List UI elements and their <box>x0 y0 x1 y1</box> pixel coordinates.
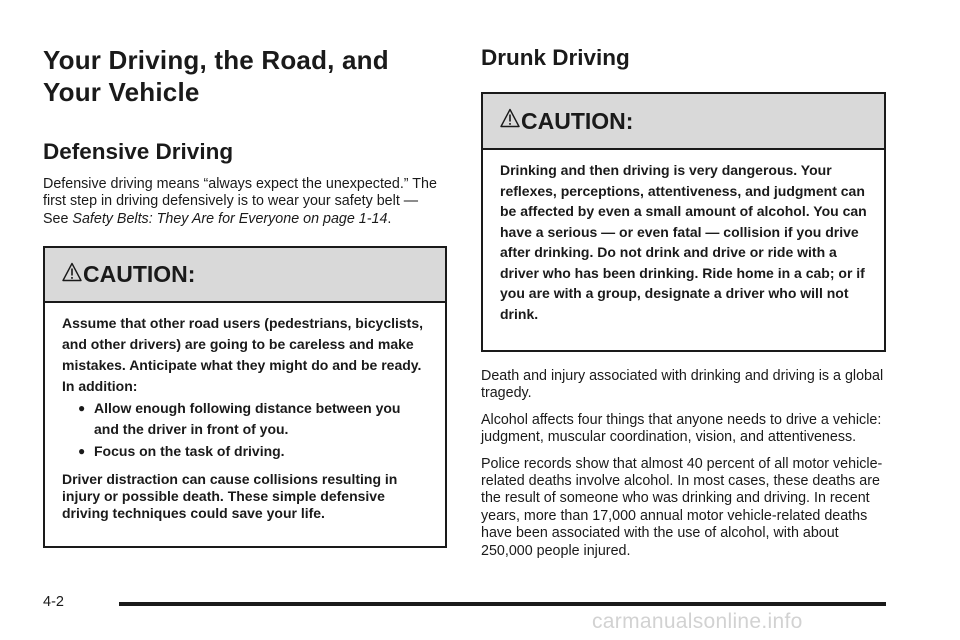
intro-text: Defensive driving means “always expect the unexpected.” The first step in driving defensively is to wear your safety belt — See <box>43 176 437 227</box>
body-paragraph: Alcohol affects four things that anyone needs to drive a vehicle: judgment, muscular coordination, vision, and attentiveness. <box>481 411 882 446</box>
caution-header <box>483 94 884 150</box>
watermark: carmanualsonline.info <box>592 610 803 633</box>
bullet-icon: ● <box>78 401 86 416</box>
caution-closing-text: Driver distraction can cause collisions resulting in injury or possible death. These simple defensive driving techniques could save your life. <box>62 471 398 522</box>
footer-rule <box>119 602 886 606</box>
body-paragraph: Police records show that almost 40 percent of all motor vehicle-related deaths involve alcohol. In most cases, these deaths are the result of someone who was drinking and driving. In recent years, more than 17,000 annual motor vehicle-related deaths have been associated with the use of alcohol, with about 250,000 people injured. <box>481 455 883 559</box>
caution-bullet-item <box>78 441 429 462</box>
intro-paragraph <box>43 176 447 228</box>
caution-bullet-text: Focus on the task of driving. <box>94 443 285 460</box>
caution-bullet-list <box>62 398 429 462</box>
body-paragraphs <box>481 368 886 560</box>
warning-triangle-icon <box>62 262 82 282</box>
warning-triangle-icon <box>500 108 520 128</box>
bullet-icon: ● <box>78 444 86 459</box>
section-title-drunk-driving: Drunk Driving <box>481 45 630 70</box>
caution-body <box>45 303 445 522</box>
page-title <box>43 44 447 108</box>
page-title-line-2: Your Vehicle <box>43 77 200 107</box>
caution-box-defensive <box>43 246 447 548</box>
caution-body <box>483 150 884 324</box>
caution-lead-text: Assume that other road users (pedestrians, bicyclists, and other drivers) are going to be careless and make mistakes. Anticipate what they might do and be ready. In addition: <box>62 315 424 395</box>
caution-title: CAUTION: <box>83 261 196 288</box>
caution-header <box>45 248 445 303</box>
page-number: 4-2 <box>43 594 64 610</box>
body-paragraph: Death and injury associated with drinking and driving is a global tragedy. <box>481 368 884 402</box>
caution-box-drunk <box>481 92 886 352</box>
caution-text: Drinking and then driving is very dangerous. Your reflexes, perceptions, attentiveness, and judgment can be affected by even a small amount of alcohol. You can have a serious — or even fatal — collision if you drive after drinking. Do not drink and drive or ride with a driver who has been drinking. Ride home in a cab; or if you are with a group, designate a driver who will not drink. <box>500 162 867 322</box>
caution-bullet-item <box>78 398 429 440</box>
right-column <box>481 44 886 569</box>
page-title-line-1: Your Driving, the Road, and <box>43 45 389 75</box>
intro-text-end: . <box>387 210 392 227</box>
caution-bullet-text: Allow enough following distance between you and the driver in front of you. <box>94 400 401 438</box>
left-column <box>43 44 447 548</box>
section-title-defensive-driving: Defensive Driving <box>43 139 234 164</box>
intro-cross-reference: Safety Belts: They Are for Everyone on page 1-14 <box>72 210 388 227</box>
caution-title: CAUTION: <box>521 107 634 134</box>
